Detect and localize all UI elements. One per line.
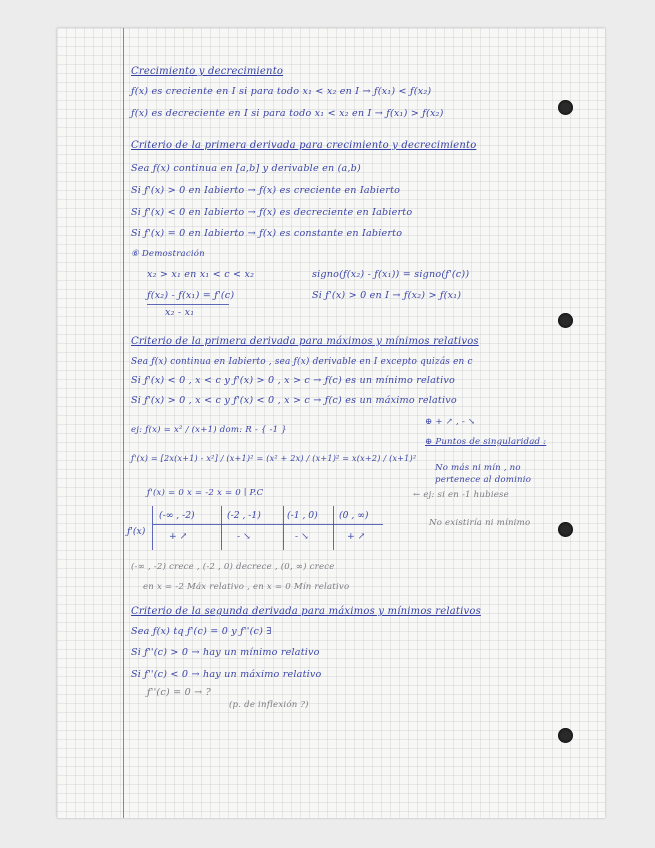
sign-table-sign-1: + ↗ [169, 531, 188, 542]
intervalos-monotonia: (-∞ , -2) crece , (-2 , 0) decrece , (0, ∞) crece [131, 562, 335, 572]
extremos-relativos: en x = -2 Máx relativo , en x = 0 Mín relativo [143, 582, 350, 592]
nota-no-existiria: No existiría ni mínimo [429, 518, 531, 528]
regla-creciente: Si ƒ'(x) > 0 en Iabierto → ƒ(x) es creciente en Iabierto [131, 185, 401, 196]
regla-segunda-maximo: Si ƒ''(c) < 0 → hay un máximo relativo [131, 669, 322, 680]
ejemplo-funcion: ej: ƒ(x) = x² / (x+1) dom: R - { -1 } [131, 425, 287, 435]
sign-table-interval-1: (-∞ , -2) [159, 510, 195, 521]
regla-decreciente: Si ƒ'(x) < 0 en Iabierto → ƒ(x) es decreciente en Iabierto [131, 207, 413, 218]
sign-table-interval-4: (0 , ∞) [339, 510, 369, 521]
hipotesis-derivable: Sea ƒ(x) continua en Iabierto , sea ƒ(x) derivable en I excepto quizás en c [131, 357, 473, 367]
binder-hole-3 [558, 522, 573, 537]
sign-table-divider-3 [333, 506, 334, 550]
puntos-criticos: ƒ'(x) = 0 x = -2 x = 0 ∣ P.C [147, 488, 264, 498]
margin-line [123, 28, 124, 818]
caso-segunda-cero: ƒ''(c) = 0 → ? [147, 687, 212, 698]
demostracion-label: ⑥ Demostración [131, 249, 205, 259]
singularidad-nota-2: pertenece al dominio [435, 475, 532, 485]
def-decreciente: ƒ(x) es decreciente en I si para todo x₁ < x₂ en I → ƒ(x₁) > ƒ(x₂) [131, 108, 444, 119]
heading-crecimiento: Crecimiento y decrecimiento [131, 66, 284, 77]
punto-inflexion-nota: (p. de inflexión ?) [229, 700, 309, 710]
singularidad-nota-1: No más ni mín , no [435, 463, 521, 473]
sign-table-interval-3: (-1 , 0) [287, 510, 318, 521]
sign-table-divider-2 [283, 506, 284, 550]
regla-maximo: Si ƒ'(x) > 0 , x < c y ƒ'(x) < 0 , x > c → ƒ(c) es un máximo relativo [131, 395, 457, 406]
regla-minimo: Si ƒ'(x) < 0 , x < c y ƒ'(x) > 0 , x > c → ƒ(c) es un mínimo relativo [131, 375, 455, 386]
ejemplo-derivada: ƒ'(x) = [2x(x+1) - x²] / (x+1)² = (x² + 2x) / (x+1)² = x(x+2) / (x+1)² [131, 453, 417, 463]
singularidad-titulo: ⊕ Puntos de singularidad : [425, 437, 547, 447]
heading-criterio-primera-derivada: Criterio de la primera derivada para crecimiento y decrecimiento [131, 140, 477, 151]
regla-constante: Si ƒ'(x) = 0 en Iabierto → ƒ(x) es constante en Iabierto [131, 228, 403, 239]
leyenda-signos: ⊕ + ↗ , - ↘ [425, 417, 476, 427]
demostracion-cociente: ƒ(x₂) - ƒ(x₁) = ƒ'(c) [147, 290, 235, 301]
sign-table-sign-2: - ↘ [237, 531, 251, 542]
demostracion-conclusion: Si ƒ'(x) > 0 en I → ƒ(x₂) > ƒ(x₁) [312, 290, 462, 301]
binder-hole-4 [558, 728, 573, 743]
sign-table-divider-0 [152, 506, 153, 550]
demostracion-denominador: x₂ - x₁ [165, 307, 195, 318]
sign-table-sign-4: + ↗ [347, 531, 366, 542]
heading-segunda-derivada: Criterio de la segunda derivada para máximos y mínimos relativos [131, 606, 481, 617]
hipotesis-segunda-derivada: Sea ƒ(x) tq ƒ'(c) = 0 y ƒ''(c) ∃ [131, 626, 272, 637]
hipotesis-continuidad: Sea ƒ(x) continua en [a,b] y derivable en (a,b) [131, 163, 361, 174]
binder-hole-1 [558, 100, 573, 115]
sign-table-interval-2: (-2 , -1) [227, 510, 261, 521]
sign-table-hline [153, 524, 383, 525]
regla-segunda-minimo: Si ƒ''(c) > 0 → hay un mínimo relativo [131, 647, 320, 658]
sign-table-row-label: ƒ'(x) [127, 526, 146, 537]
sign-table-divider-1 [221, 506, 222, 550]
fraction-bar [147, 304, 229, 305]
def-creciente: ƒ(x) es creciente en I si para todo x₁ < x₂ en I → ƒ(x₁) < ƒ(x₂) [131, 86, 432, 97]
sign-table-sign-3: - ↘ [295, 531, 309, 542]
demostracion-signo: signo(ƒ(x₂) - ƒ(x₁)) = signo(ƒ'(c)) [312, 269, 470, 280]
binder-hole-2 [558, 313, 573, 328]
demostracion-linea-1: x₂ > x₁ en x₁ < c < x₂ [147, 269, 255, 280]
nota-si-hubiese: ← ej: si en -1 hubiese [413, 490, 509, 500]
notebook-page [57, 28, 605, 818]
heading-maximos-minimos: Criterio de la primera derivada para máximos y mínimos relativos [131, 336, 479, 347]
